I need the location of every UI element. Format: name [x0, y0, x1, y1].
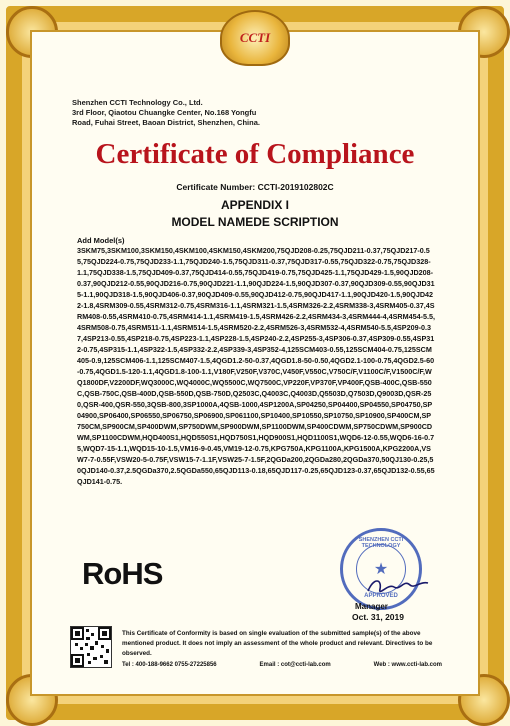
emblem-badge: [220, 10, 290, 66]
disclaimer-text: This Certificate of Conformity is based on single evaluation of the submitted sample(s) of the above mentioned product. It does not imply an assessment of the whole product and relevant. Directives to be observed.: [122, 630, 433, 657]
contact-website: Web : www.ccti-lab.com: [373, 662, 442, 668]
contact-email: Email : cot@ccti-lab.com: [259, 662, 331, 668]
company-address-line-1: 3rd Floor, Qiaotou Chuangke Center, No.168 Yongfu: [72, 108, 257, 117]
manager-label: Manager: [355, 602, 388, 611]
issue-date: Oct. 31, 2019: [352, 612, 404, 622]
ccti-emblem: [220, 10, 290, 66]
rohs-logo: RoHS: [82, 556, 163, 591]
emblem-logo-text: CCTI: [239, 30, 271, 45]
seal-top-text: SHENZHEN CCTI TECHNOLOGY: [358, 537, 404, 549]
seal-bottom-text: APPROVED: [364, 593, 398, 599]
manager-signature: [364, 575, 434, 599]
certificate-title: Certificate of Compliance: [95, 138, 415, 170]
star-icon: ★: [373, 561, 389, 578]
contact-info: [122, 662, 442, 668]
model-description-heading: MODEL NAMEDE SCRIPTION: [171, 215, 339, 229]
company-name: Shenzhen CCTI Technology Co., Ltd.: [72, 98, 203, 107]
company-address-block: [72, 98, 332, 128]
company-address-line-2: Road, Fuhai Street, Baoan District, Shenzhen, China.: [72, 118, 260, 127]
contact-telephone: Tel : 400-188-9662 0755-27225856: [122, 662, 217, 668]
model-list: 3SKM75,3SKM100,3SKM150,4SKM100,4SKM150,4SKM200,75QJD208-0.25,75QJD211-0.37,75QJD217-0.55,75QJD224-0.75,75QJD233-1.1,75QJD240-1.5,75QJD311-0.37,75QJD317-0.55,75QJD322-0.75,75QJD328-1.1,75QJD338-1.5,75QJD409-0.37,75QJD414-0.55,75QJD419-0.75,75QJD425-1.1,75QJD429-1.5,90QJD208-0.37,90QJD212-0.55,90QJD216-0.75,90QJD221-1.1,90QJD224-1.5,90QJD307-0.37,90QJD309-0.55,90QJD315-1.1,90QJD318-1.5,90QJD406-0.37,90QJD409-0.55,90QJD412-0.75,90QJD417-1.1,90QJD420-1.5,90QJD422-1.8,4SRM309-0.55,4SRM312-0.75,4SRM316-1.1,4SRM321-1.5,4SRM326-2.2,4SRM338-3,4SRM405-0.37,4SRM408-0.55,4SRM410-0.75,4SRM414-1.1,4SRM419-1.5,4SRM426-2.2,4SRM434-3,4SRM444-4,4SRM454-5.5,4SRM508-0.75,4SRM511-1.1,4SRM514-1.5,4SRM520-2.2,4SRM526-3,4SRM532-4,4SRM540-5.5,4SP209-0.37,4SP213-0.55,4SP218-0.75,4SP223-1.1,4SP228-1.5,4SP240-2.2,4SP255-3,4SP306-0.37,4SP309-0.55,4SP312-0.75,4SP315-1.1,4SP322-1.5,4SP332-2.2,4SP339-3,4SP352-4,125SCM403-0.55,125SCM404-0.75,125SCM405-0.9,125SCM406-1.1,125SCM407-1.5,4QGD1.2-50-0.37,4QGD1.8-50-0.50,4QGD2.1-100-0.75,4QGD2.5-60-0.75,4QGD1.5-120-1.1,4QGD1.8-100-1.1,V180F,V250F,V370C,V450F,V550C,V750C/F,V1100C/F,V1500C/F,WQ1800DF,V2200DF,WQ3000C,WQ4000C,WQ5500C,WQ7500C,VP220F,VP370F,VP400F,QSB-400C,QSB-550C,QSB-750C,QSB-400D,QSB-550D,QSB-750D,Q2503C,Q4003C,Q4003D,Q5503D,Q7503D,Q9003D,QSR-250,QSR-400,QSR-550,3QSB-800,3SP1000A,4QSB-1000,4SP1200A,SP04250,SP04400,SP04550,SP04750,SP04900,SP06400,SP06550,SP06750,SP06900,SP061100,SP10400,SP10550,SP10750,SP10900,SP400CM,SP750CM,SP900CM,SP400DWM,SP750DWM,SP900DWM,SP1100DWM,SP400CDWM,SP750CDWM,SP900CDWM,SP1100CDWM,HQD400S1,HQD550S1,HQD750S1,HQD900S1,HQD1100S1,WQD6-12-0.55,WQD6-16-0.75,WQD7-15-1.1,WQD15-10-1.5,VM16-9-0.45,VM19-12-0.75,KPG750A,KPG1100A,KPG1500A,KPG2200A,VSW7-7-0.55F,VSW20-5-0.75F,VSW15-7-1.1F,VSW25-7-1.5F,2QGDa200,2QGDa280,2QGDa370,50QJ130-0.25,50QJD140-0.37,2.5QGDa370,2.5QGDa550,65QJD113-0.18,65QJD117-0.25,65QJD123-0.37,65QJD132-0.55,65QJD141-0.75.: [77, 246, 435, 486]
qr-code: [70, 626, 112, 668]
appendix-heading: APPENDIX I: [220, 198, 289, 212]
certificate-number: Certificate Number: CCTI-2019102802C: [176, 182, 334, 192]
models-label: Add Model(s): [77, 236, 125, 245]
